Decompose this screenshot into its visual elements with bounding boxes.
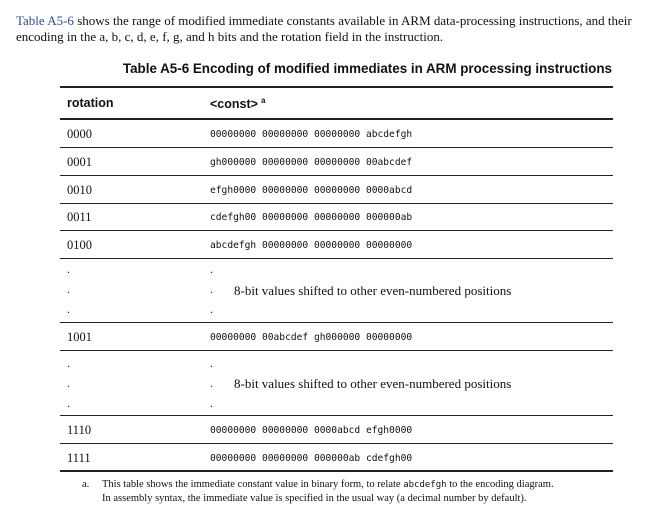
row-divider [60, 443, 613, 444]
intro-paragraph [16, 13, 636, 45]
footnote-part1: This table shows the immediate constant value in binary form, to relate [102, 479, 404, 490]
row-divider [60, 322, 613, 323]
row-divider [60, 147, 613, 148]
ellipsis-dot: . [210, 282, 213, 296]
rotation-cell: 0001 [67, 155, 92, 169]
header-rule [60, 118, 613, 120]
const-cell: 00000000 00000000 000000ab cdefgh00 [210, 453, 413, 464]
const-cell: 00000000 00abcdef gh000000 00000000 [210, 332, 413, 343]
const-cell: 00000000 00000000 00000000 abcdefgh [210, 129, 413, 140]
intro-text: shows the range of modified immediate constants available in ARM data-processing instructions, and their encoding in the a, b, c, d, e, f, g, and h bits and the rotation field in the instruction. [16, 13, 632, 44]
ellipsis-dot: . [210, 376, 213, 390]
const-cell: efgh0000 00000000 00000000 0000abcd [210, 185, 413, 196]
ellipsis-dot: . [210, 302, 213, 316]
footnote-text [102, 478, 622, 506]
table-bottom-rule [60, 470, 613, 472]
rotation-cell: 0000 [67, 127, 92, 141]
rotation-cell: 0010 [67, 183, 92, 197]
footnote-line2: In assembly syntax, the immediate value is specified in the usual way (a decimal number by default). [102, 493, 527, 504]
header-const [210, 96, 265, 111]
row-divider [60, 203, 613, 204]
table-top-rule [60, 86, 613, 88]
ellipsis-dot: . [67, 282, 70, 296]
row-divider [60, 350, 613, 351]
header-rotation: rotation [67, 96, 114, 110]
rotation-cell: 1001 [67, 330, 92, 344]
ellipsis-dot: . [210, 396, 213, 410]
footnote-part2: to the encoding diagram. [446, 479, 554, 490]
row-divider [60, 258, 613, 259]
header-const-label: <const> [210, 97, 258, 112]
ellipsis-dot: . [210, 262, 213, 276]
ellipsis-dot: . [210, 356, 213, 370]
row-divider [60, 415, 613, 416]
gap-description: 8-bit values shifted to other even-numbered positions [234, 283, 512, 298]
footnote-mark: a. [82, 479, 90, 490]
footnote-code: abcdefgh [403, 480, 447, 490]
ellipsis-dot: . [67, 262, 70, 276]
const-cell: abcdefgh 00000000 00000000 00000000 [210, 240, 413, 251]
ellipsis-dot: . [67, 396, 70, 410]
table-caption: Table A5-6 Encoding of modified immediates in ARM processing instructions [122, 61, 612, 76]
row-divider [60, 230, 613, 231]
ellipsis-dot: . [67, 356, 70, 370]
const-cell: 00000000 00000000 0000abcd efgh0000 [210, 425, 413, 436]
const-cell: cdefgh00 00000000 00000000 000000ab [210, 212, 413, 223]
ellipsis-dot: . [67, 302, 70, 316]
gap-description: 8-bit values shifted to other even-numbered positions [234, 376, 512, 391]
table-footnote [82, 478, 622, 506]
const-cell: gh000000 00000000 00000000 00abcdef [210, 157, 413, 168]
row-divider [60, 175, 613, 176]
ellipsis-dot: . [67, 376, 70, 390]
rotation-cell: 1111 [67, 451, 91, 465]
rotation-cell: 0100 [67, 238, 92, 252]
header-const-footnote-mark: a [260, 96, 266, 105]
table-reference-link[interactable]: Table A5-6 [16, 13, 74, 28]
rotation-cell: 1110 [67, 423, 92, 437]
rotation-cell: 0011 [67, 210, 92, 224]
